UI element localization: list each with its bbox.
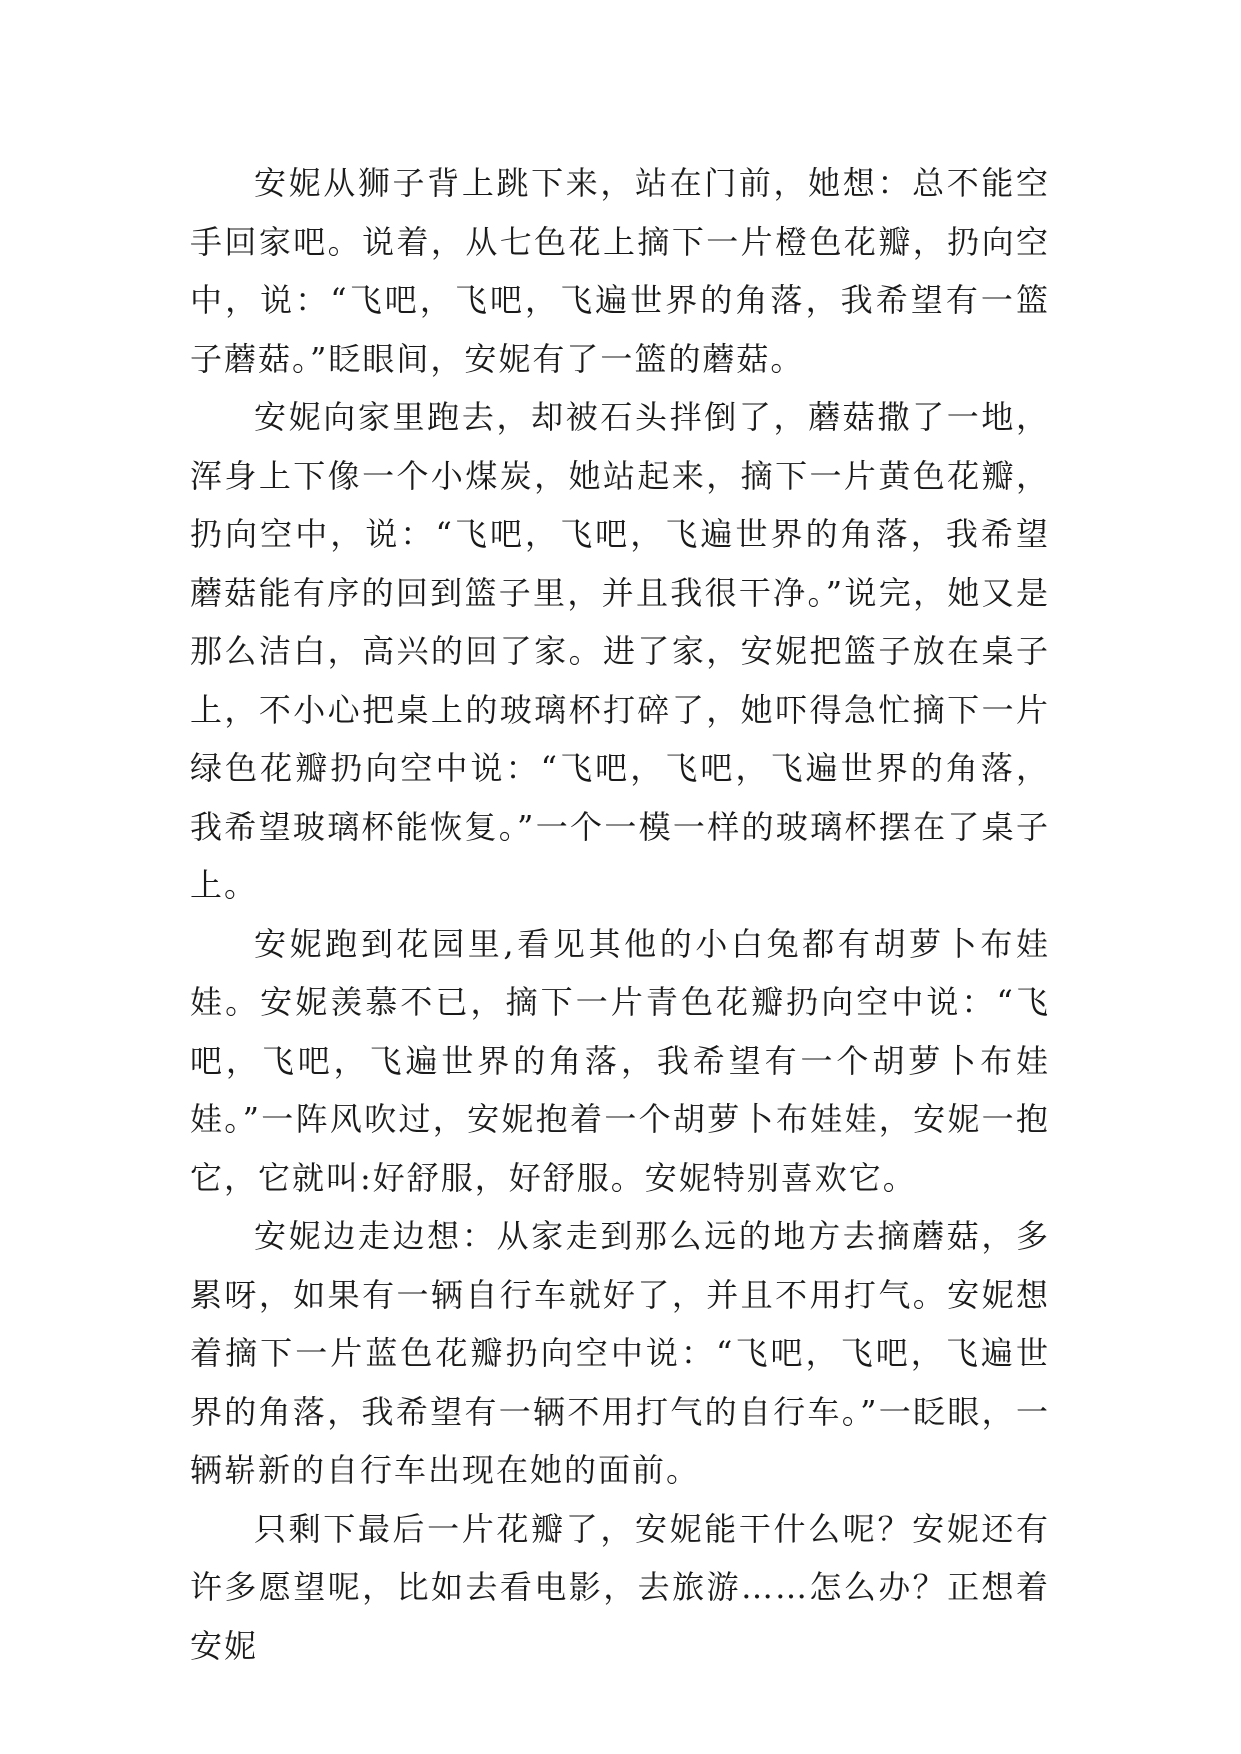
document-page [190, 154, 1050, 1675]
paragraph-last-petal: 只剩下最后一片花瓣了，安妮能干什么呢？安妮还有许多愿望呢，比如去看电影，去旅游……怎么办？正想着安妮 [190, 1509, 1050, 1665]
paragraph-cyan-petal: 安妮跑到花园里,看见其他的小白兔都有胡萝卜布娃娃。安妮羡慕不已，摘下一片青色花瓣扔向空中说：“飞吧，飞吧，飞遍世界的角落，我希望有一个胡萝卜布娃娃。”一阵风吹过，安妮抱着一个胡萝卜布娃娃，安妮一抱它，它就叫:好舒服，好舒服。安妮特别喜欢它。 [190, 924, 1050, 1197]
paragraph-yellow-green-petals: 安妮向家里跑去，却被石头拌倒了，蘑菇撒了一地，浑身上下像一个小煤炭，她站起来，摘下一片黄色花瓣，扔向空中，说：“飞吧，飞吧，飞遍世界的角落，我希望蘑菇能有序的回到篮子里，并且我很干净。”说完，她又是那么洁白，高兴的回了家。进了家，安妮把篮子放在桌子上，不小心把桌上的玻璃杯打碎了，她吓得急忙摘下一片绿色花瓣扔向空中说：“飞吧，飞吧，飞遍世界的角落，我希望玻璃杯能恢复。”一个一模一样的玻璃杯摆在了桌子上。 [190, 398, 1050, 904]
paragraph-blue-petal: 安妮边走边想：从家走到那么远的地方去摘蘑菇，多累呀，如果有一辆自行车就好了，并且不用打气。安妮想着摘下一片蓝色花瓣扔向空中说：“飞吧，飞吧，飞遍世界的角落，我希望有一辆不用打气的自行车。”一眨眼，一辆崭新的自行车出现在她的面前。 [190, 1217, 1050, 1489]
paragraph-orange-petal: 安妮从狮子背上跳下来，站在门前，她想：总不能空手回家吧。说着，从七色花上摘下一片橙色花瓣，扔向空中，说：“飞吧，飞吧，飞遍世界的角落，我希望有一篮子蘑菇。”眨眼间，安妮有了一篮的蘑菇。 [190, 164, 1050, 378]
